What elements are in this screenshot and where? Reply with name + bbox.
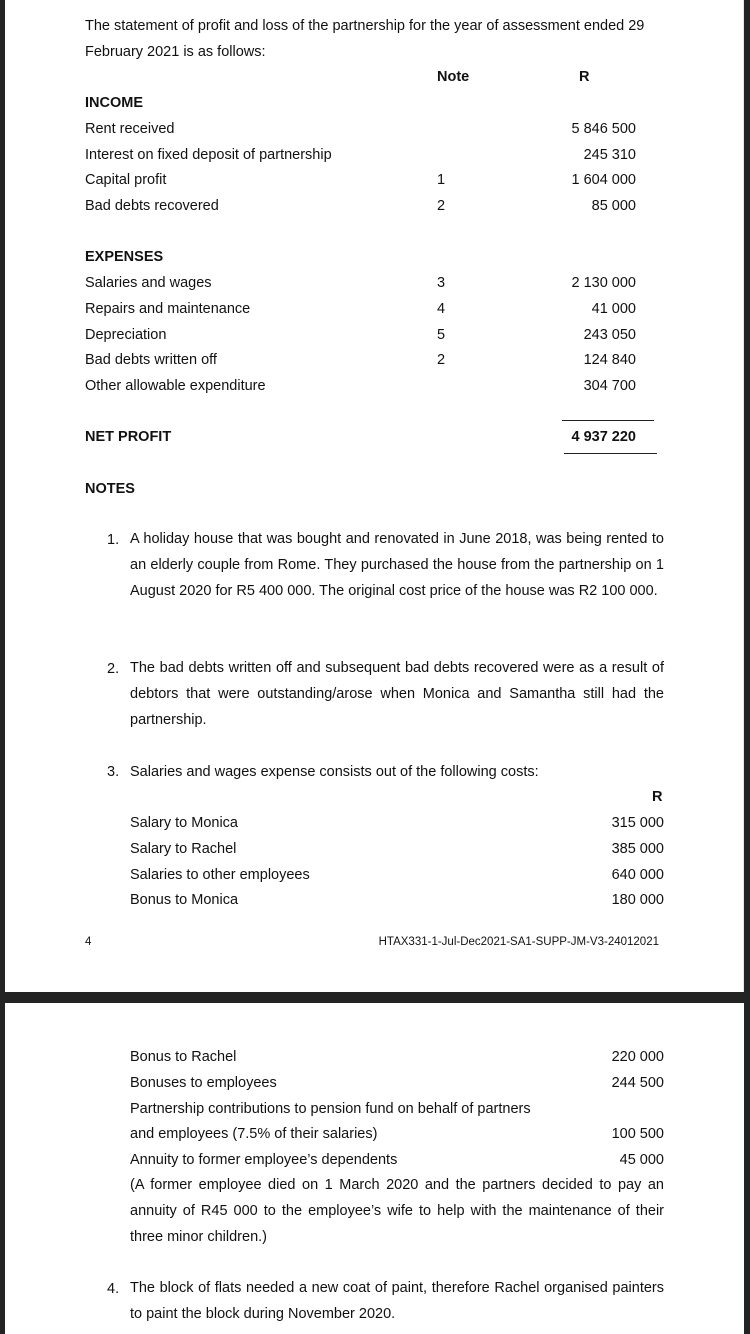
note-number: 2. [107, 661, 120, 677]
expense-label: Other allowable expenditure [85, 378, 266, 394]
net-profit-label: NET PROFIT [85, 429, 172, 445]
expense-amount: 2 130 000 [571, 275, 636, 291]
expense-label: Repairs and maintenance [85, 301, 251, 317]
document-code: HTAX331-1-Jul-Dec2021-SA1-SUPP-JM-V3-24012021 [378, 936, 659, 948]
note-number: 1. [107, 532, 120, 548]
note-4-text: The block of flats needed a new coat of paint, therefore Rachel organised painters to paint the block during November 2020. [130, 1280, 664, 1322]
page-divider [0, 992, 750, 1003]
annuity-explanation: (A former employee died on 1 March 2020 and the partners decided to pay an annuity of R45 000 to the employee’s wife to help with the maintenance of their three minor children.) [130, 1177, 664, 1245]
expense-amount: 243 050 [583, 327, 636, 343]
expense-label: Salaries and wages [85, 275, 212, 291]
total-rule [564, 453, 657, 454]
notes-heading: NOTES [85, 481, 135, 497]
expense-note-ref: 2 [437, 352, 446, 368]
intro-line-1: The statement of profit and loss of the partnership for the year of assessment ended 29 [85, 18, 645, 34]
cost-amount: 385 000 [611, 841, 664, 857]
pension-label-line-1: Partnership contributions to pension fund on behalf of partners [130, 1101, 531, 1117]
note-number: 4. [107, 1281, 120, 1297]
expense-label: Depreciation [85, 327, 167, 343]
cost-label: Bonus to Rachel [130, 1049, 237, 1065]
cost-amount: 180 000 [611, 892, 664, 908]
cost-label: Salary to Rachel [130, 841, 237, 857]
income-heading: INCOME [85, 95, 143, 111]
pension-label-line-2: and employees (7.5% of their salaries) [130, 1126, 378, 1142]
cost-label: Salaries to other employees [130, 867, 310, 883]
cost-amount: 220 000 [611, 1049, 664, 1065]
expenses-heading: EXPENSES [85, 249, 164, 265]
pension-amount: 100 500 [611, 1126, 664, 1142]
income-amount: 245 310 [583, 147, 636, 163]
expense-note-ref: 4 [437, 301, 446, 317]
net-profit-amount: 4 937 220 [571, 429, 636, 445]
income-label: Bad debts recovered [85, 198, 219, 214]
note-2-text: The bad debts written off and subsequent bad debts recovered were as a result of debtors that were outstanding/arose when Monica and Samantha still had the partnership. [130, 660, 664, 728]
expense-amount: 41 000 [591, 301, 636, 317]
expense-note-ref: 5 [437, 327, 446, 343]
income-note-ref: 2 [437, 198, 446, 214]
cost-amount: 315 000 [611, 815, 664, 831]
cost-label: Salary to Monica [130, 815, 238, 831]
cost-amount: 640 000 [611, 867, 664, 883]
cost-label: Bonus to Monica [130, 892, 239, 908]
income-label: Capital profit [85, 172, 167, 188]
income-amount: 1 604 000 [571, 172, 636, 188]
expense-note-ref: 3 [437, 275, 446, 291]
income-label: Rent received [85, 121, 175, 137]
currency-column-header: R [579, 69, 590, 85]
income-label: Interest on fixed deposit of partnership [85, 147, 332, 163]
cost-label: Bonuses to employees [130, 1075, 277, 1091]
note-1-text: A holiday house that was bought and renovated in June 2018, was being rented to an elderly couple from Rome. They purchased the house from the partnership on 1 August 2020 for R5 400 000. The original cost price of the house was R2 100 000. [130, 531, 664, 599]
page-number: 4 [85, 936, 92, 948]
annuity-label: Annuity to former employee’s dependents [130, 1152, 398, 1168]
intro-line-2: February 2021 is as follows: [85, 44, 266, 60]
note-3-currency-header: R [652, 789, 663, 805]
annuity-amount: 45 000 [619, 1152, 664, 1168]
note-3-text: Salaries and wages expense consists out of the following costs: [130, 764, 539, 780]
subtotal-rule [562, 420, 654, 421]
expense-amount: 124 840 [583, 352, 636, 368]
income-amount: 85 000 [591, 198, 636, 214]
income-note-ref: 1 [437, 172, 446, 188]
expense-amount: 304 700 [583, 378, 636, 394]
note-column-header: Note [437, 69, 470, 85]
expense-label: Bad debts written off [85, 352, 217, 368]
right-frame-edge [744, 0, 750, 1334]
income-amount: 5 846 500 [571, 121, 636, 137]
cost-amount: 244 500 [611, 1075, 664, 1091]
note-number: 3. [107, 764, 120, 780]
